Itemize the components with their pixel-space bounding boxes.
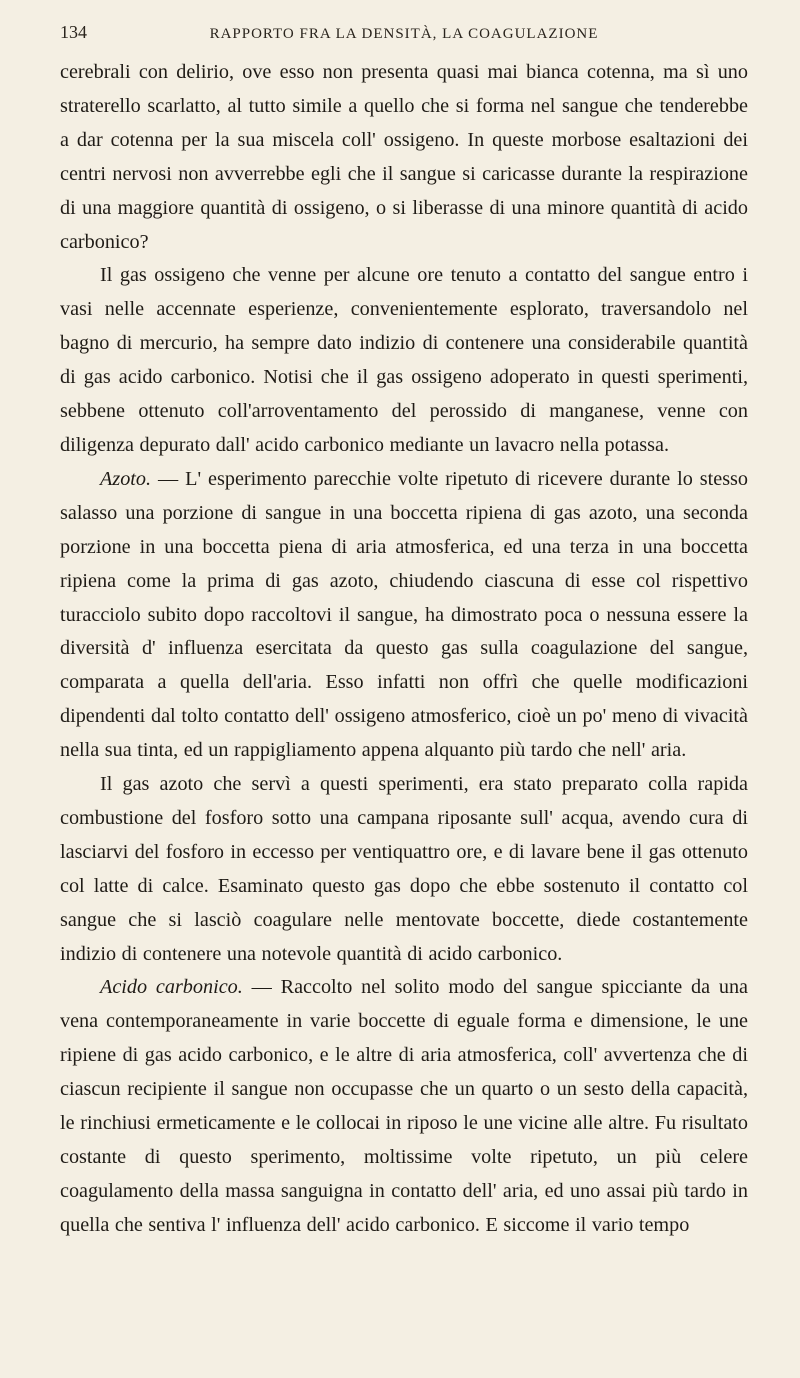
paragraph-text: cerebrali con delirio, ove esso non presenta quasi mai bianca cotenna, ma sì uno straterello scarlatto, al tutto simile a quello che si forma nel sangue che tenderebbe a dar cotenna per la sua miscela coll' ossigeno. In queste morbose esaltazioni dei centri nervosi non avverrebbe egli che il sangue si caricasse durante la respirazione di una maggiore quantità di ossigeno, o si liberasse di una minore quantità di acido carbonico?	[60, 61, 748, 253]
body-text	[60, 56, 748, 1243]
section-heading-acido-carbonico: Acido carbonico.	[100, 976, 243, 999]
paragraph-azoto	[60, 463, 748, 768]
running-header	[60, 22, 748, 50]
paragraph-text: — L' esperimento parecchie volte ripetuto di ricevere durante lo stesso salasso una porzione di sangue in una boccetta ripiena di gas azoto, una seconda porzione in una boccetta piena di aria atmosferica, ed una terza in una boccetta ripiena come la prima di gas azoto, chiudendo ciascuna di esse col rispettivo turacciolo subito dopo raccoltovi il sangue, ha dimostrato poca o nessuna essere la diversità d' influenza esercitata da questo gas sulla coagulazione del sangue, comparata a quella dell'aria. Esso infatti non offrì che quelle modificazioni dipendenti dal tolto contatto dell' ossigeno atmosferico, cioè un po' meno di vivacità nella sua tinta, ed un rappigliamento appena alquanto più tardo che nell' aria.	[60, 467, 748, 762]
paragraph-text: Il gas ossigeno che venne per alcune ore tenuto a contatto del sangue entro i vasi nelle accennate esperienze, convenientemente esplorato, traversandolo nel bagno di mercurio, ha sempre dato indizio di contenere una considerabile quantità di gas acido carbonico. Notisi che il gas ossigeno adoperato in questi sperimenti, sebbene ottenuto coll'arroventamento del perossido di manganese, venne con diligenza depurato dall' acido carbonico mediante un lavacro nella potassa.	[60, 264, 748, 456]
paragraph-4	[60, 768, 748, 971]
paragraph-2	[60, 259, 748, 462]
page-number: 134	[60, 22, 87, 42]
paragraph-1	[60, 56, 748, 259]
paragraph-acido-carbonico	[60, 971, 748, 1242]
section-heading-azoto: Azoto.	[100, 467, 152, 490]
paragraph-text: Il gas azoto che servì a questi sperimenti, era stato preparato colla rapida combustione del fosforo sotto una campana riposante sull' acqua, avendo cura di lasciarvi del fosforo in eccesso per ventiquattro ore, e di lavare bene il gas ottenuto col latte di calce. Esaminato questo gas dopo che ebbe sostenuto il contatto col sangue che si lasciò coagulare nelle mentovate boccette, diede costantemente indizio di contenere una notevole quantità di acido carbonico.	[60, 773, 748, 965]
running-title: RAPPORTO FRA LA DENSITÀ, LA COAGULAZIONE	[209, 26, 599, 42]
paragraph-text: — Raccolto nel solito modo del sangue spicciante da una vena contemporaneamente in varie boccette di eguale forma e dimensione, le une ripiene di gas acido carbonico, e le altre di aria atmosferica, coll' avvertenza che di ciascun recipiente il sangue non occupasse che un quarto o un sesto della capacità, le rinchiusi ermeticamente e le collocai in riposo le une vicine alle altre. Fu risultato costante di questo sperimento, moltissime volte ripetuto, un più celere coagulamento della massa sanguigna in contatto dell' aria, ed uno assai più tardo in quella che sentiva l' influenza dell' acido carbonico. E siccome il vario tempo	[60, 976, 748, 1236]
